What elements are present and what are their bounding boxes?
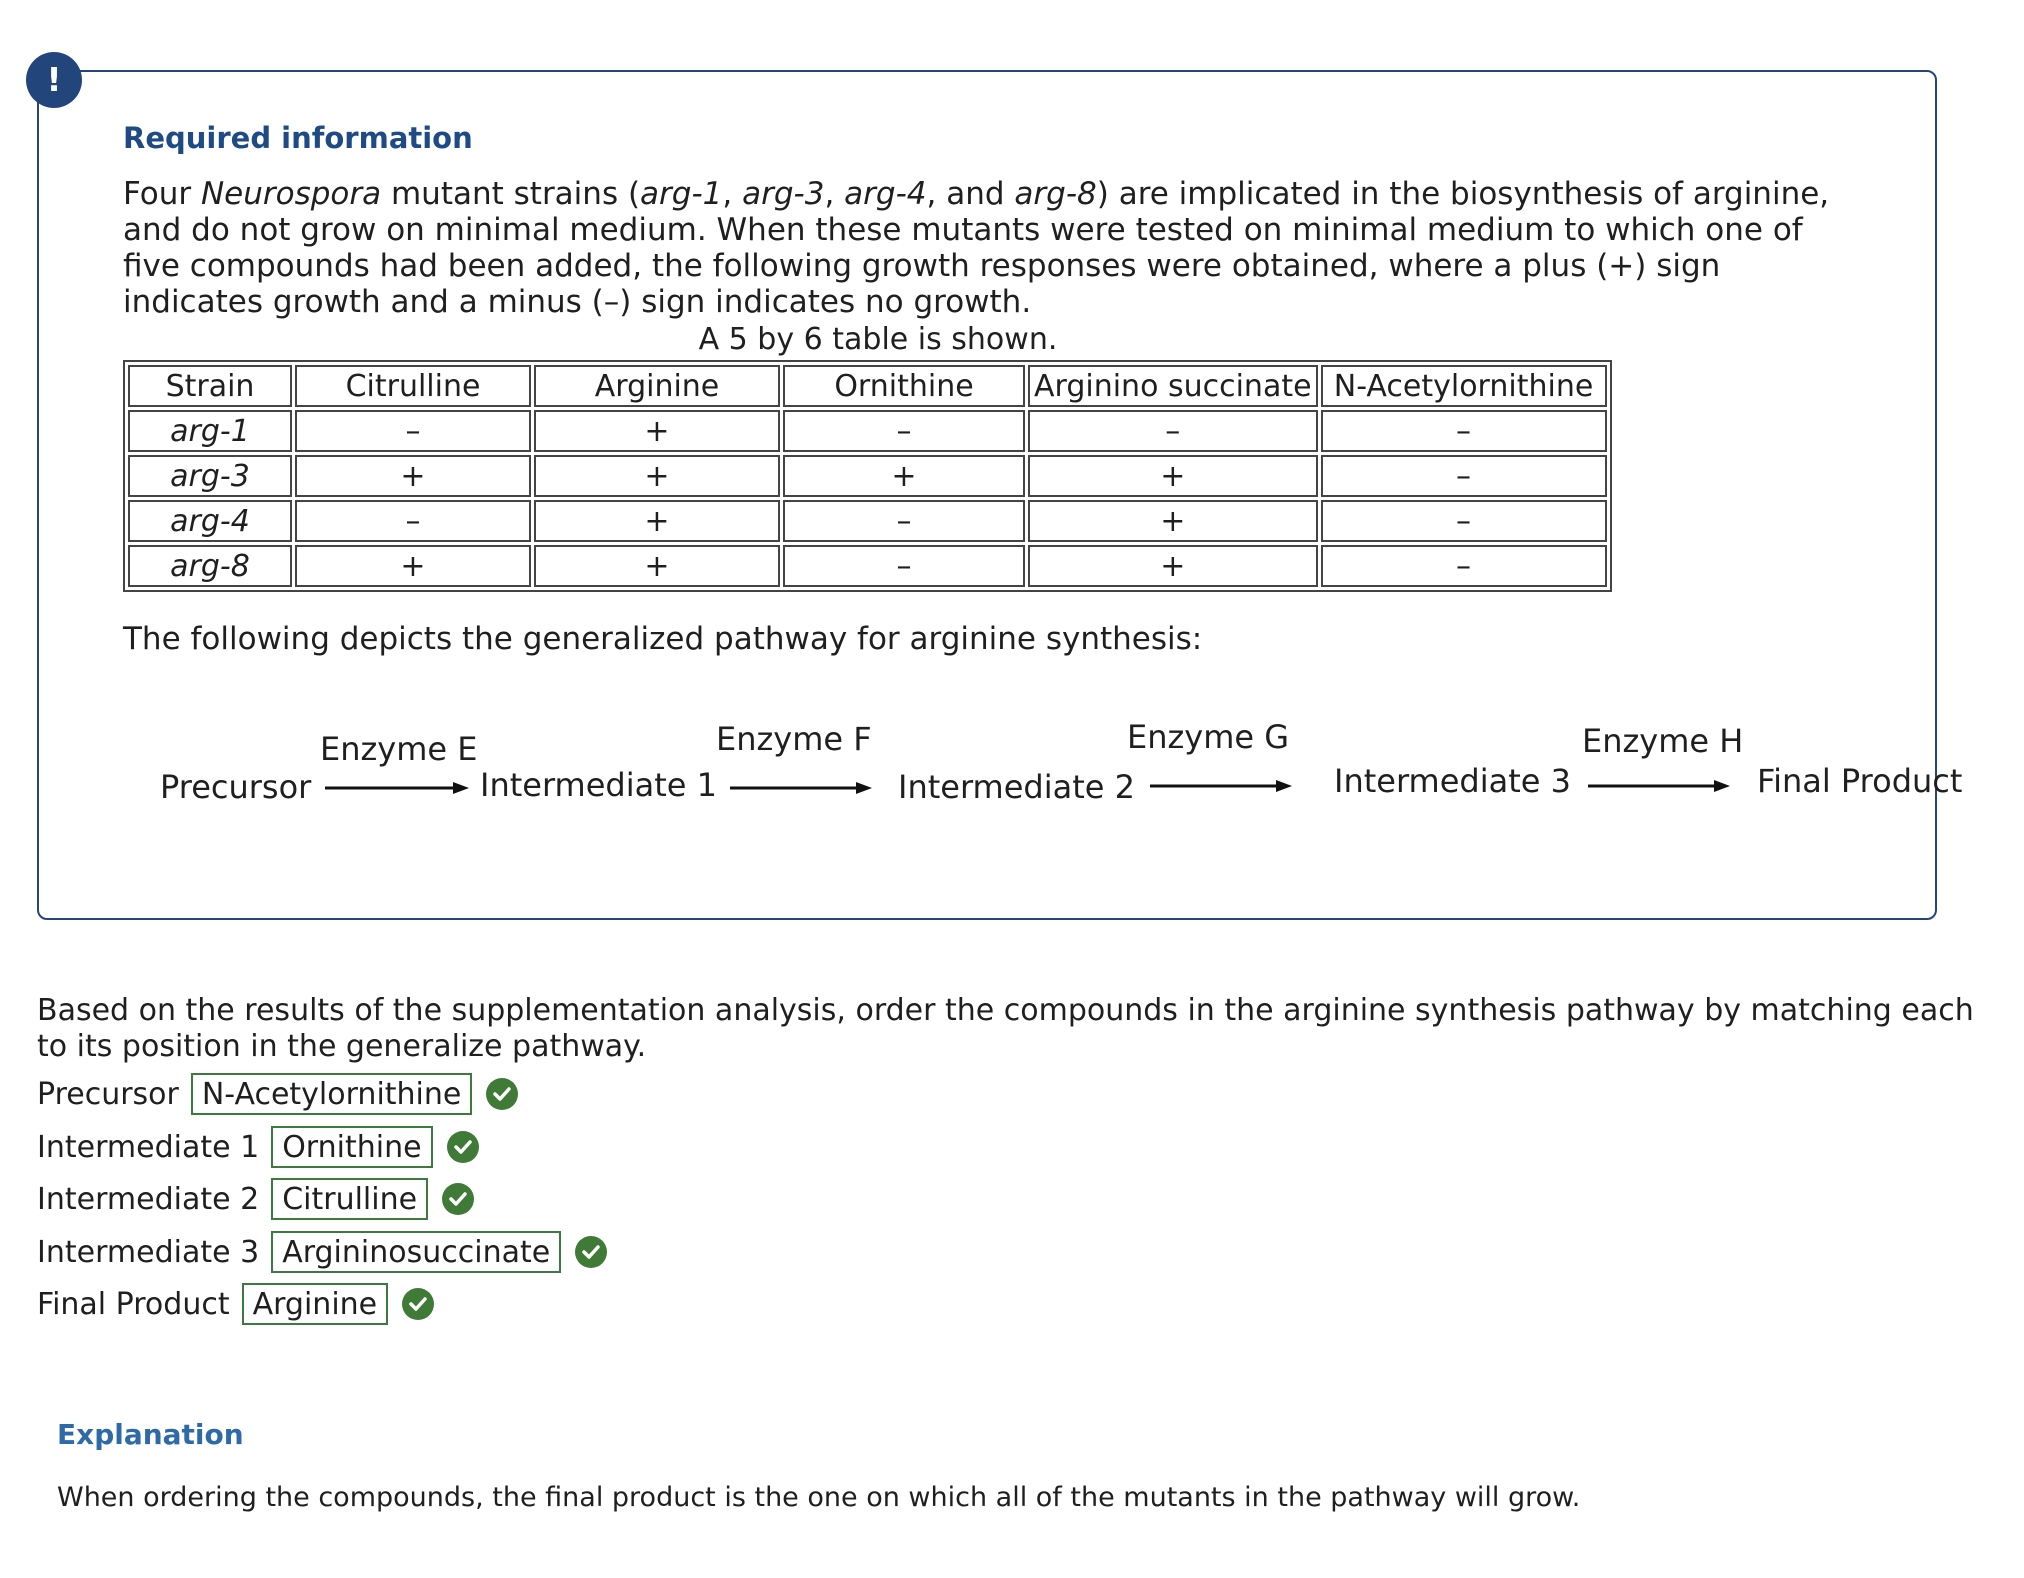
answer-label: Intermediate 3 xyxy=(37,1234,260,1270)
table-row xyxy=(128,410,1607,452)
answer-label: Precursor xyxy=(37,1076,179,1112)
table-header-row xyxy=(128,365,1607,407)
answer-row-intermediate-3 xyxy=(37,1230,607,1274)
growth-cell: + xyxy=(534,455,780,497)
answer-dropdown[interactable]: Argininosuccinate xyxy=(271,1231,561,1273)
check-circle-icon xyxy=(447,1131,479,1163)
table-row xyxy=(128,500,1607,542)
table-row xyxy=(128,455,1607,497)
col-header-acetylornithine: N-Acetylornithine xyxy=(1321,365,1607,407)
growth-cell: – xyxy=(1321,500,1607,542)
growth-cell: – xyxy=(295,410,531,452)
pathway-lead-text: The following depicts the generalized pathway for arginine synthesis: xyxy=(123,621,1203,657)
intro-paragraph: Four Neurospora mutant strains (arg-1, arg-3, arg-4, and arg-8) are implicated in the biosynthesis of arginine, and do not grow on minimal medium. When these mutants were tested on minimal medium to which one of five compounds had been added, the following growth responses were obtained, where a plus (+) sign indicates growth and a minus (–) sign indicates no growth. xyxy=(123,176,1830,320)
col-header-strain: Strain xyxy=(128,365,292,407)
growth-cell: – xyxy=(1321,455,1607,497)
pathway-node-intermediate-3: Intermediate 3 xyxy=(1334,762,1571,800)
growth-cell: + xyxy=(295,545,531,587)
col-header-argininosuccinate: Arginino succinate xyxy=(1028,365,1318,407)
check-circle-icon xyxy=(442,1183,474,1215)
growth-cell: – xyxy=(783,410,1025,452)
check-circle-icon xyxy=(486,1078,518,1110)
alert-icon: ! xyxy=(26,52,82,108)
strain-cell: arg-3 xyxy=(128,455,292,497)
growth-cell: – xyxy=(295,500,531,542)
pathway-node-precursor: Precursor xyxy=(160,768,312,806)
growth-cell: + xyxy=(1028,455,1318,497)
pathway-enzyme-h: Enzyme H xyxy=(1582,722,1744,760)
pathway-node-intermediate-2: Intermediate 2 xyxy=(898,768,1135,806)
strain-cell: arg-1 xyxy=(128,410,292,452)
pathway-arrow-icon xyxy=(1150,776,1292,796)
answer-row-final-product xyxy=(37,1282,434,1326)
table-row xyxy=(128,545,1607,587)
growth-cell: + xyxy=(534,410,780,452)
pathway-enzyme-f: Enzyme F xyxy=(716,720,872,758)
col-header-citrulline: Citrulline xyxy=(295,365,531,407)
growth-cell: + xyxy=(783,455,1025,497)
required-info-title: Required information xyxy=(123,121,473,155)
pathway-arrow-icon xyxy=(1588,776,1730,796)
growth-cell: – xyxy=(1321,545,1607,587)
growth-cell: + xyxy=(295,455,531,497)
table-caption: A 5 by 6 table is shown. xyxy=(698,322,1058,357)
col-header-ornithine: Ornithine xyxy=(783,365,1025,407)
check-circle-icon xyxy=(575,1236,607,1268)
check-circle-icon xyxy=(402,1288,434,1320)
explanation-title: Explanation xyxy=(57,1418,244,1451)
growth-cell: + xyxy=(534,545,780,587)
pathway-enzyme-g: Enzyme G xyxy=(1127,718,1290,756)
growth-cell: – xyxy=(1321,410,1607,452)
growth-cell: – xyxy=(783,500,1025,542)
growth-cell: – xyxy=(1028,410,1318,452)
pathway-arrow-icon xyxy=(325,778,469,798)
strain-cell: arg-4 xyxy=(128,500,292,542)
growth-cell: – xyxy=(783,545,1025,587)
answer-row-intermediate-2 xyxy=(37,1177,474,1221)
strain-cell: arg-8 xyxy=(128,545,292,587)
answer-label: Intermediate 2 xyxy=(37,1181,260,1217)
answer-dropdown[interactable]: Arginine xyxy=(242,1283,389,1325)
growth-cell: + xyxy=(534,500,780,542)
answer-dropdown[interactable]: N-Acetylornithine xyxy=(191,1073,473,1115)
col-header-arginine: Arginine xyxy=(534,365,780,407)
answer-row-intermediate-1 xyxy=(37,1125,479,1169)
answer-label: Intermediate 1 xyxy=(37,1129,260,1165)
pathway-arrow-icon xyxy=(730,778,872,798)
pathway-node-final-product: Final Product xyxy=(1757,762,1963,800)
genus-name: Neurospora xyxy=(200,176,382,212)
pathway-node-intermediate-1: Intermediate 1 xyxy=(480,766,717,804)
growth-cell: + xyxy=(1028,545,1318,587)
growth-cell: + xyxy=(1028,500,1318,542)
answer-dropdown[interactable]: Citrulline xyxy=(271,1178,428,1220)
answer-dropdown[interactable]: Ornithine xyxy=(271,1126,432,1168)
pathway-enzyme-e: Enzyme E xyxy=(320,730,478,768)
growth-table xyxy=(123,360,1612,592)
answer-label: Final Product xyxy=(37,1286,230,1322)
answer-row-precursor xyxy=(37,1072,518,1116)
question-text: Based on the results of the supplementation analysis, order the compounds in the arginine synthesis pathway by matching each to its position in the generalize pathway. xyxy=(37,993,1974,1064)
explanation-text: When ordering the compounds, the final product is the one on which all of the mutants in the pathway will grow. xyxy=(57,1482,1581,1513)
